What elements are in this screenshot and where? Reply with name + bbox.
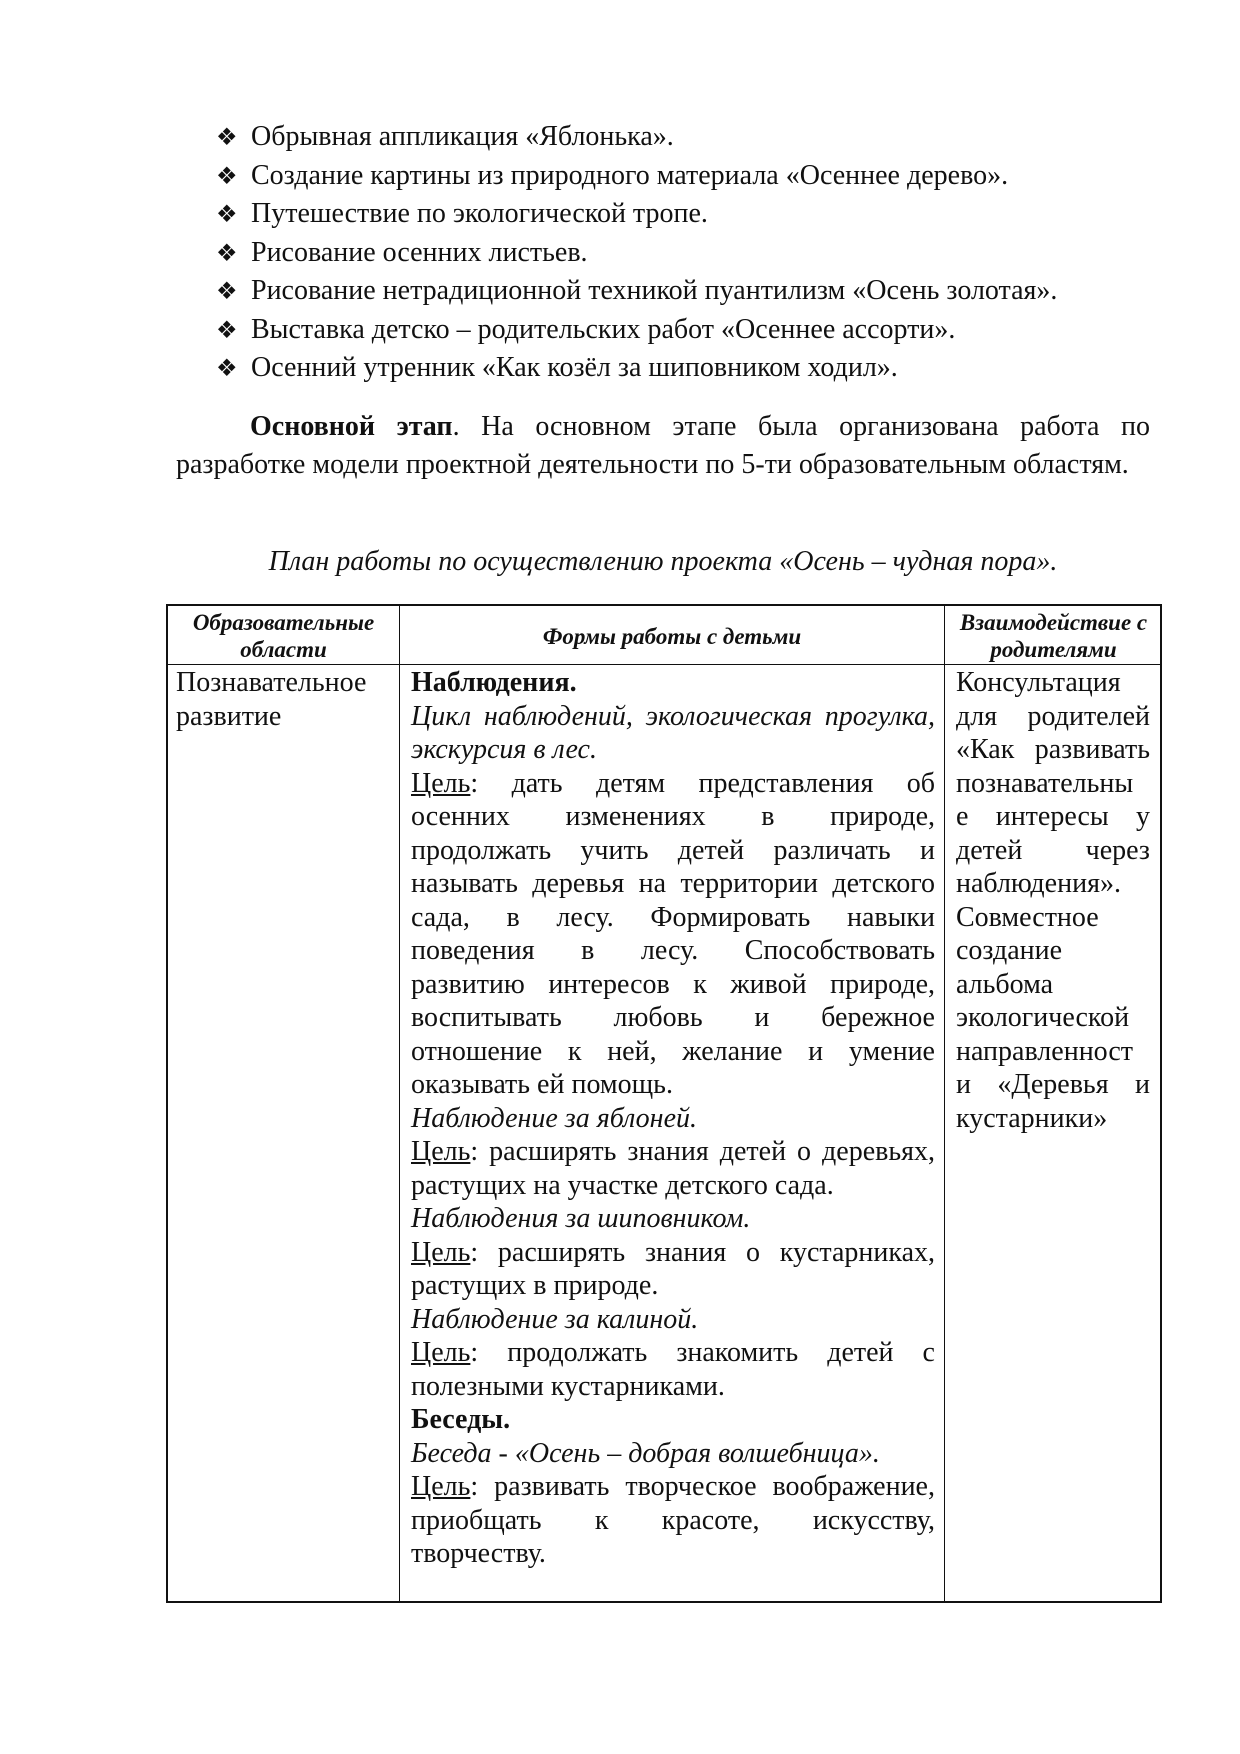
list-item [216, 272, 1057, 311]
list-item [216, 234, 1057, 273]
header-divider [168, 664, 1160, 665]
goal-body: : развивать творческое воображение, приобщать к красоте, искусству, творчеству. [411, 1471, 935, 1569]
activity-title: Наблюдение за яблоней. [411, 1102, 698, 1134]
list-item-text: Рисование осенних листьев. [251, 236, 588, 268]
list-item-text: Обрывная аппликация «Яблонька». [251, 121, 674, 152]
diamond-bullet-icon: ❖ [216, 356, 238, 382]
goal-text [411, 1135, 935, 1202]
goal-text [411, 1470, 935, 1571]
list-item-text: Рисование нетрадиционной техникой пуантилизм «Осень золотая». [251, 275, 1058, 306]
project-plan-table [166, 604, 1162, 1603]
parents-line: детей через [956, 834, 1150, 866]
cell-area: Познавательное развитие [176, 667, 367, 732]
parents-line: создание [956, 935, 1063, 966]
column-divider [944, 606, 945, 1601]
header-areas: Образовательные области [192, 610, 375, 662]
parents-line: для родителей [956, 700, 1150, 732]
parents-line: наблюдения». [956, 868, 1121, 899]
activity-title: Беседа - «Осень – добрая волшебница». [411, 1437, 880, 1469]
cell-parents [956, 666, 1150, 1135]
paragraph-text: . На основном этапе была организована работа по разработке модели проектной деятельности по 5-ти образовательным областям. [176, 411, 1150, 480]
goal-label: Цель [411, 1136, 471, 1167]
section-heading: Беседы. [411, 1404, 511, 1435]
activity-list [216, 118, 1057, 388]
header-forms: Формы работы с детьми [542, 623, 802, 649]
diamond-bullet-icon: ❖ [216, 317, 238, 344]
activity-title: Наблюдение за калиной. [411, 1303, 699, 1335]
table-caption: План работы по осуществлению проекта «Осень – чудная пора». [268, 546, 1058, 577]
goal-body: : расширять знания о кустарниках, растущих в природе. [411, 1236, 935, 1301]
goal-label: Цель [411, 1471, 471, 1502]
parents-line: Консультация [956, 667, 1121, 698]
parents-line: направленност [956, 1035, 1134, 1067]
goal-text [411, 1336, 935, 1403]
list-item-text: Путешествие по экологической тропе. [251, 198, 708, 229]
goal-body: : расширять знания детей о деревьях, растущих на участке детского сада. [411, 1136, 935, 1201]
diamond-bullet-icon: ❖ [216, 163, 238, 190]
paragraph-lead: Основной этап [250, 411, 453, 442]
parents-line: альбома [956, 968, 1054, 1000]
column-divider [399, 606, 400, 1601]
list-item [216, 195, 1057, 234]
cell-forms [411, 666, 935, 1571]
goal-label: Цель [411, 1236, 471, 1268]
goal-label: Цель [411, 767, 471, 799]
parents-line: е интересы у [956, 801, 1150, 832]
goal-body: : продолжать знакомить детей с полезными кустарниками. [411, 1337, 935, 1402]
parents-line: Совместное [956, 901, 1099, 933]
list-item [216, 311, 1057, 350]
activity-title: Наблюдения за шиповником. [411, 1203, 751, 1234]
list-item-text: Выставка детско – родительских работ «Осеннее ассорти». [251, 313, 956, 345]
diamond-bullet-icon: ❖ [216, 202, 238, 228]
parents-line: кустарники» [956, 1102, 1108, 1134]
parents-line: экологической [956, 1002, 1130, 1033]
goal-text [411, 767, 935, 1102]
goal-text [411, 1236, 935, 1303]
list-item [216, 118, 1057, 157]
diamond-bullet-icon: ❖ [216, 240, 238, 267]
parents-line: познавательны [956, 767, 1134, 799]
main-stage-paragraph [176, 408, 1150, 484]
list-item [216, 349, 1057, 388]
goal-label: Цель [411, 1337, 471, 1368]
parents-line: и «Деревья и [956, 1069, 1150, 1100]
goal-body: : дать детям представления об осенних изменениях в природе, продолжать учить детей различать и называть деревья на территории детского сада, в лесу. Формировать навыки поведения в лесу. Способствовать развитию интересов к живой природе, воспитывать любовь и бережное отношение к ней, желание и умение оказывать ей помощь. [411, 767, 935, 1100]
activity-title: Цикл наблюдений, экологическая прогулка, экскурсия в лес. [411, 700, 935, 765]
diamond-bullet-icon: ❖ [216, 125, 238, 151]
parents-line: «Как развивать [956, 734, 1150, 765]
list-item-text: Создание картины из природного материала «Осеннее дерево». [251, 159, 1009, 191]
header-parents: Взаимодействие с родителями [959, 610, 1148, 662]
list-item-text: Осенний утренник «Как козёл за шиповником ходил». [251, 352, 898, 383]
section-heading: Наблюдения. [411, 667, 577, 698]
list-item [216, 157, 1057, 196]
diamond-bullet-icon: ❖ [216, 279, 238, 305]
